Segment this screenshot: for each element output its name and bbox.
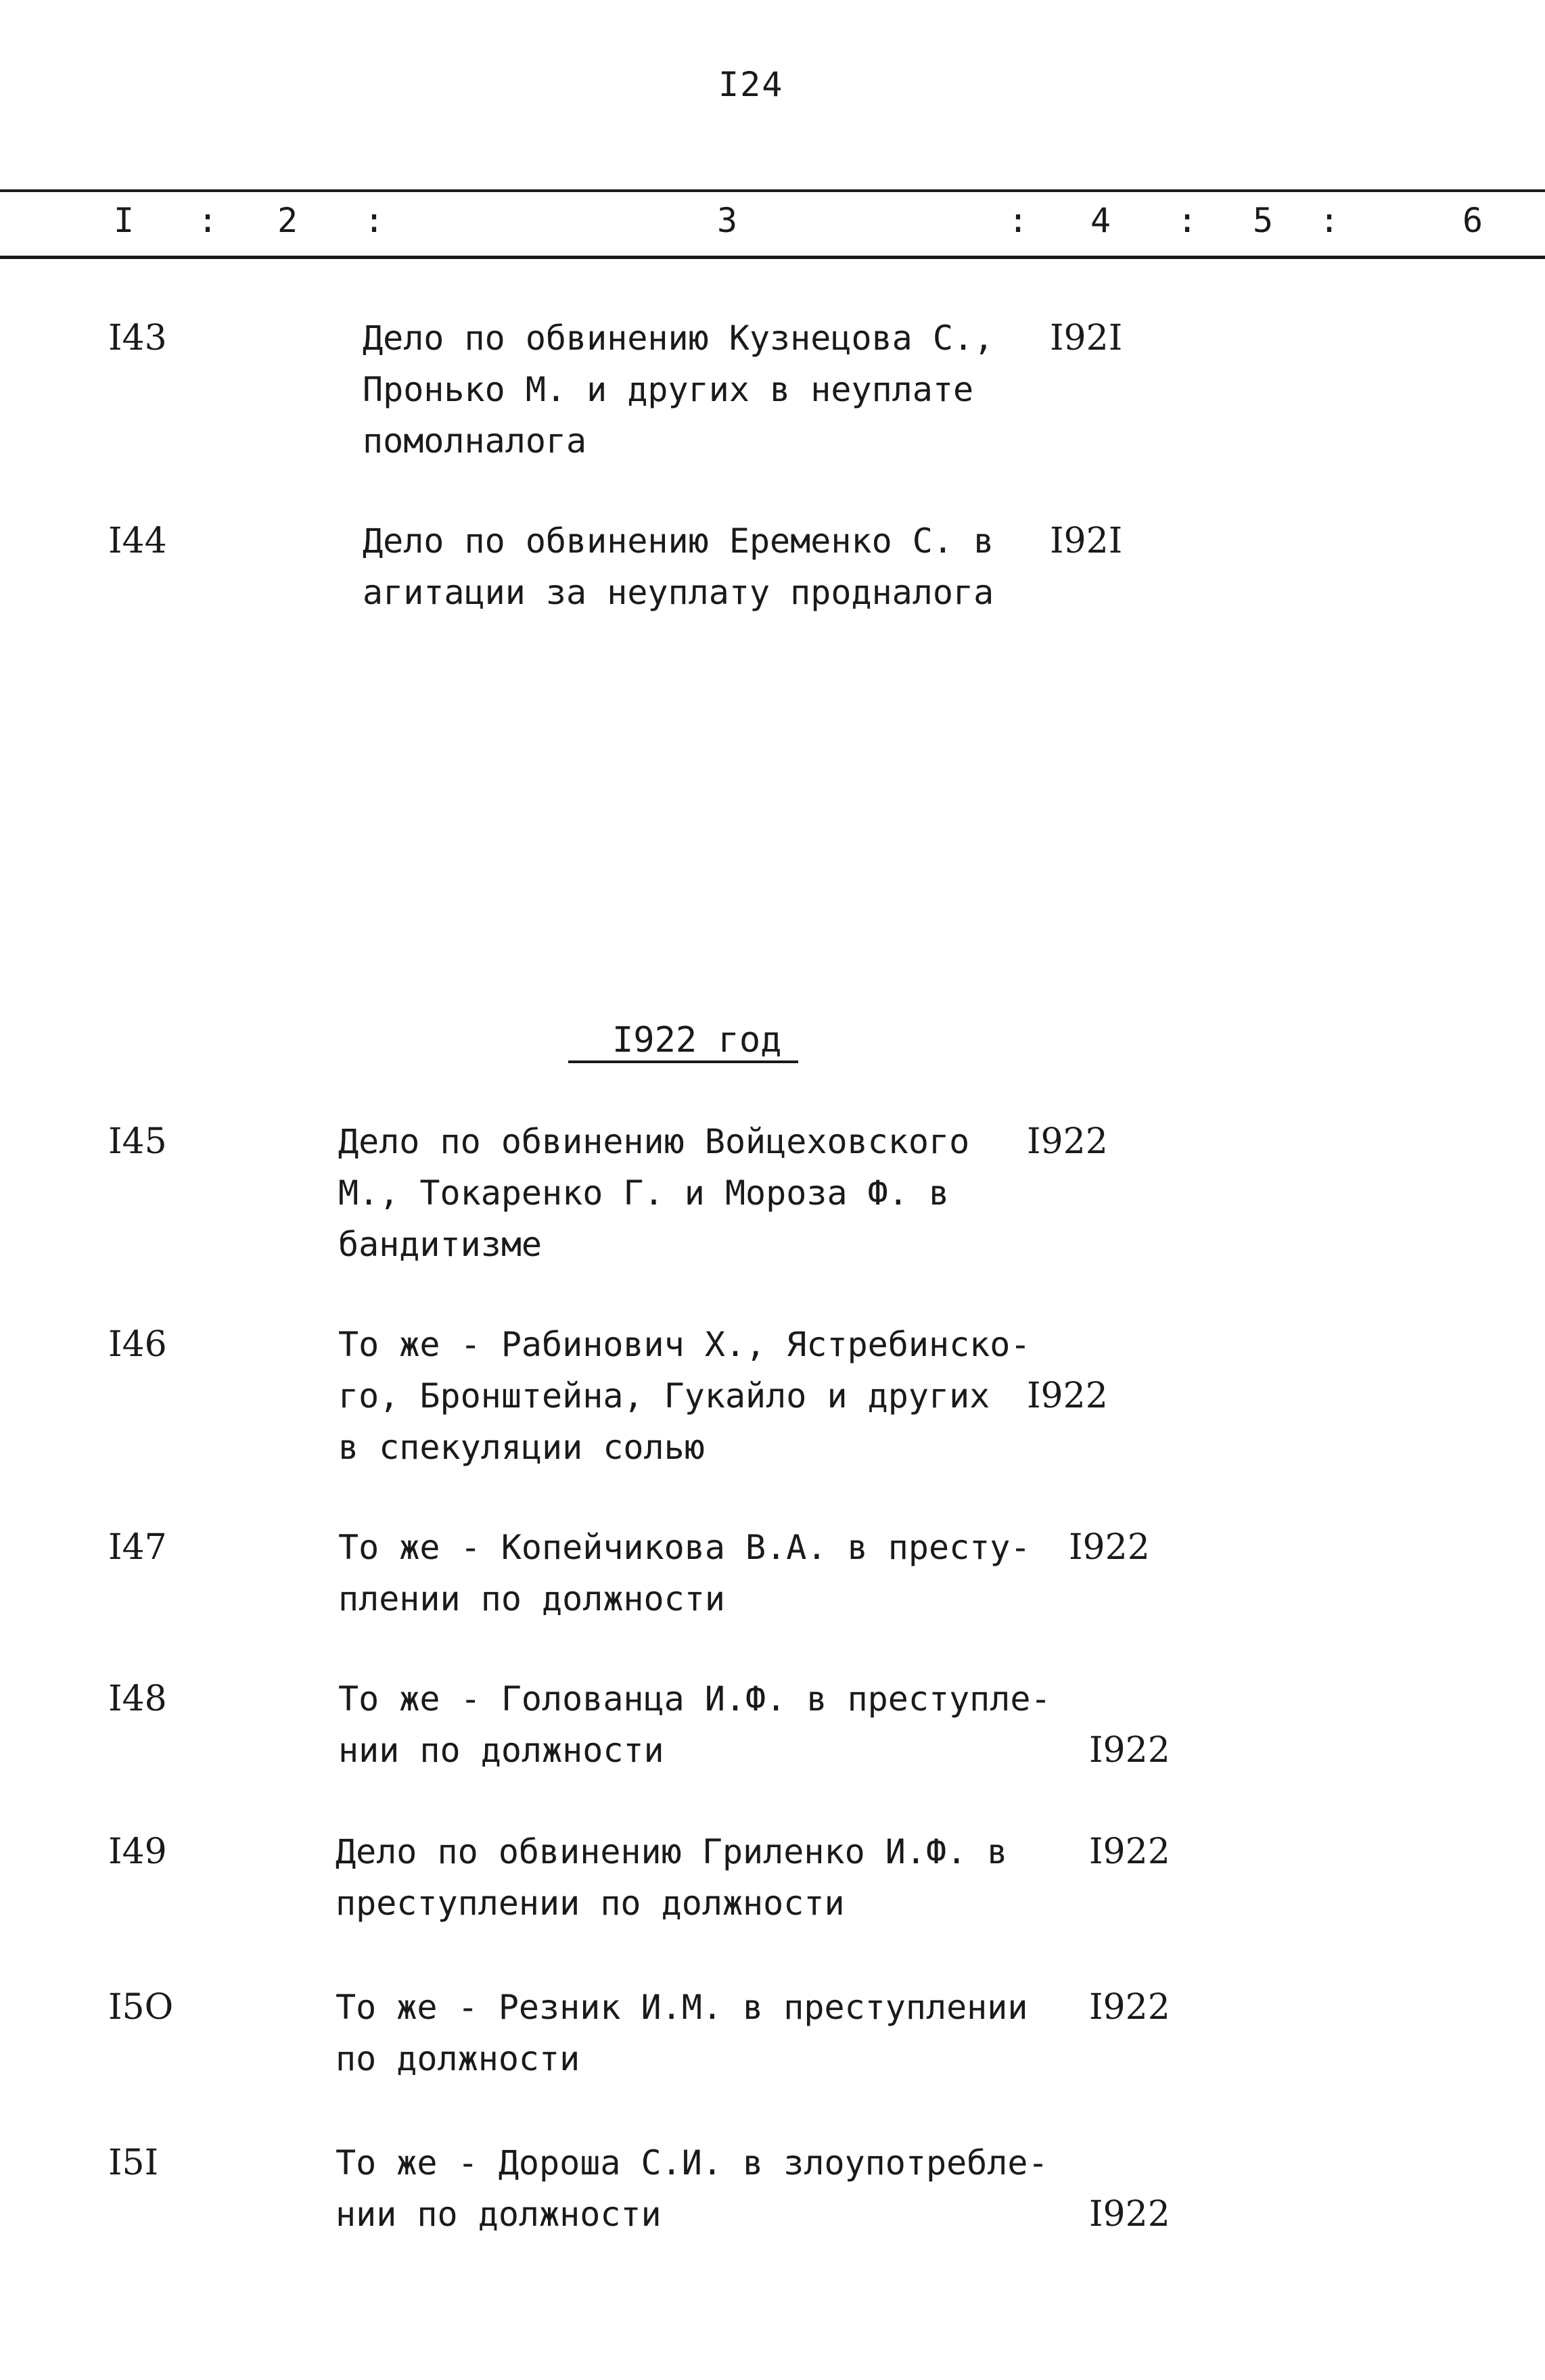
column-header-2: 2 <box>277 201 298 240</box>
column-separator: : <box>1008 201 1029 240</box>
entry-year: I922 <box>1089 1730 1170 1771</box>
entry-number: I43 <box>108 318 167 358</box>
entry-number: I5O <box>108 1987 174 2028</box>
entry-description-line: Дело по обвинению Кузнецова С., <box>363 319 994 358</box>
entry-description-line: То же - Дороша С.И. в злоупотребле- <box>336 2143 1048 2183</box>
entry-description-line: нии по должности <box>338 1731 664 1770</box>
entry-description-line: Пронько М. и других в неуплате <box>363 370 974 409</box>
entry-description-line: в спекуляции солью <box>338 1428 705 1467</box>
header-bottom-rule <box>0 256 1545 259</box>
entry-description-line: Дело по обвинению Войцеховского <box>338 1122 970 1161</box>
column-header-3: 3 <box>717 201 738 240</box>
entry-number: I44 <box>108 521 167 561</box>
entry-year: I922 <box>1089 2194 1170 2235</box>
column-separator: : <box>364 201 385 240</box>
section-heading: I922 год <box>612 1020 782 1060</box>
column-header-4: 4 <box>1090 201 1111 240</box>
entry-description-line: го, Бронштейна, Гукайло и других <box>338 1376 990 1416</box>
page-number: I24 <box>718 65 784 104</box>
header-top-rule <box>0 189 1545 192</box>
entry-description-line: То же - Резник И.М. в преступлении <box>336 1988 1028 2027</box>
entry-description-line: по должности <box>336 2039 580 2078</box>
entry-description-line: агитации за неуплату продналога <box>363 573 994 612</box>
entry-year: I922 <box>1069 1527 1150 1568</box>
entry-year: I92I <box>1050 521 1123 561</box>
column-header-6: 6 <box>1462 201 1483 240</box>
entry-description-line: преступлении по должности <box>336 1884 845 1923</box>
column-separator: : <box>198 201 218 240</box>
entry-description-line: То же - Рабинович Х., Ястребинско- <box>338 1325 1031 1364</box>
column-separator: : <box>1177 201 1198 240</box>
entry-description-line: М., Токаренко Г. и Мороза Ф. в <box>338 1173 950 1213</box>
entry-description-line: Дело по обвинению Еременко С. в <box>363 521 994 561</box>
entry-description-line: То же - Голованца И.Ф. в преступле- <box>338 1679 1051 1719</box>
entry-description-line: Дело по обвинению Гриленко И.Ф. в <box>336 1832 1008 1871</box>
entry-year: I922 <box>1089 1987 1170 2028</box>
column-separator: : <box>1319 201 1340 240</box>
entry-number: I46 <box>108 1324 167 1365</box>
entry-year: I922 <box>1027 1376 1108 1416</box>
column-header-5: 5 <box>1253 201 1274 240</box>
entry-year: I922 <box>1089 1831 1170 1872</box>
entry-year: I922 <box>1027 1121 1108 1162</box>
entry-number: I49 <box>108 1831 167 1872</box>
entry-number: I45 <box>108 1121 167 1162</box>
entry-description-line: помолналога <box>363 421 587 461</box>
entry-description-line: плении по должности <box>338 1579 725 1618</box>
entry-number: I5I <box>108 2143 159 2183</box>
entry-year: I92I <box>1050 318 1123 358</box>
section-heading-underline <box>568 1060 798 1063</box>
column-header-1: I <box>114 201 135 240</box>
entry-description-line: бандитизме <box>338 1225 543 1264</box>
entry-number: I48 <box>108 1679 167 1719</box>
entry-number: I47 <box>108 1527 167 1568</box>
entry-description-line: нии по должности <box>336 2195 662 2234</box>
entry-description-line: То же - Копейчикова В.А. в престу- <box>338 1528 1031 1567</box>
